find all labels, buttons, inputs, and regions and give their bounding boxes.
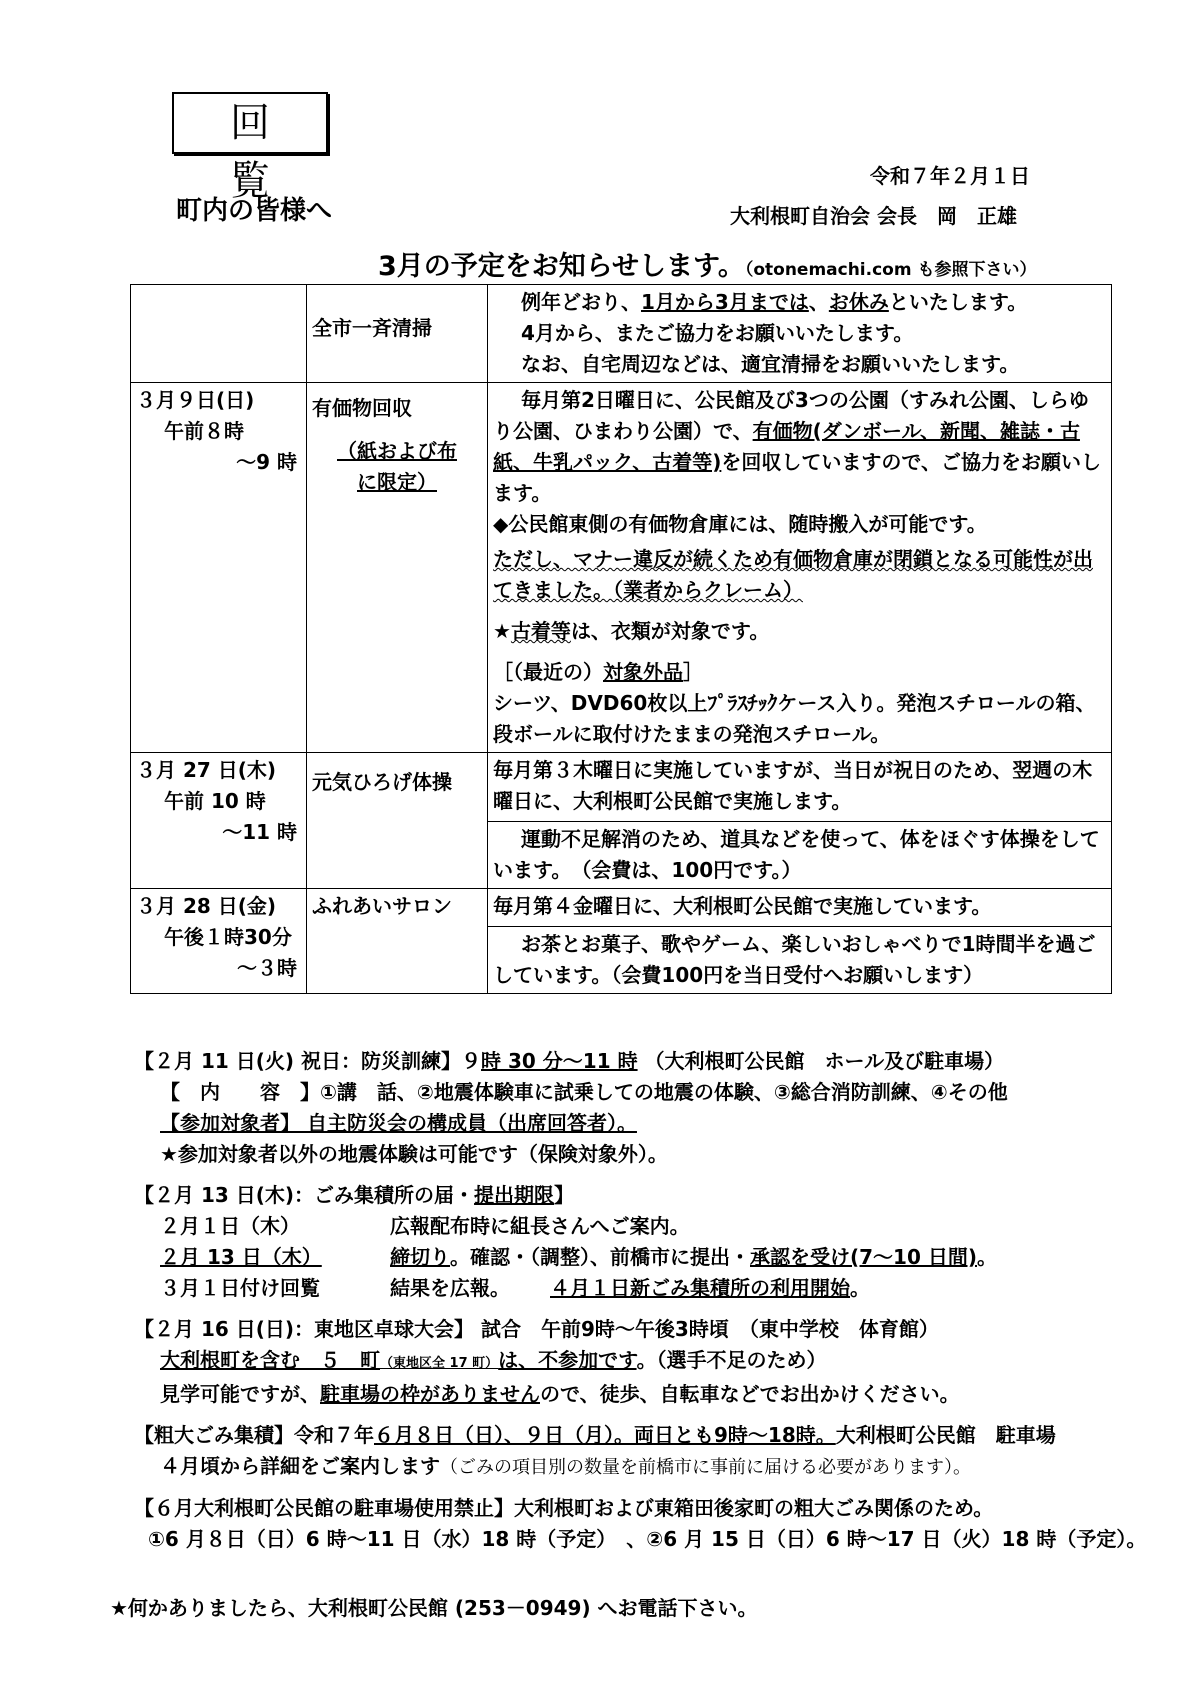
row2-date <box>131 383 307 753</box>
text: 締切り <box>390 1245 450 1269</box>
text: 対象外品 <box>603 660 683 684</box>
text: 】 <box>554 1183 575 1207</box>
garbage-line <box>134 1273 1184 1304</box>
text: 【２月 13 日(木)：ごみ集積所の届・ <box>134 1183 475 1207</box>
drill-content: 【 内 容 】①講 話、②地震体験車に試乗しての地震の体験、③総合消防訓練、④その他 <box>160 1080 1008 1104</box>
text: ６月８日（日）、９日（月）。両日とも9時～18時。 <box>374 1423 836 1447</box>
time-start: 午前８時 <box>164 419 244 443</box>
text: 時 30 分～11 時 <box>481 1049 638 1073</box>
text: ３月１日付け回覧 <box>160 1276 320 1300</box>
issue-date: 令和７年２月１日 <box>870 164 1030 188</box>
text: （ごみの項目別の数量を前橋市に事前に届ける必要があります）。 <box>440 1457 971 1478</box>
text: 毎月第2日曜日に、公民館及び3つの公園（すみれ公園、しらゆり公園、ひまわり公園）で、 <box>493 388 1089 443</box>
detail-paragraph: ただし、マナー違反が続くため有価物倉庫が閉鎖となる可能性が出てきました。（業者からクレーム） <box>493 547 1093 602</box>
row4-date <box>131 889 307 994</box>
detail-paragraph <box>493 657 1106 688</box>
text: お休み <box>828 290 889 314</box>
text: 大利根町公民館 駐車場 <box>835 1423 1056 1447</box>
text: ４月頃から詳細をご案内します <box>160 1454 440 1478</box>
bulky-heading <box>134 1420 1184 1451</box>
text: ので、徒歩、自転車などでお出かけください。 <box>540 1382 960 1406</box>
date-label: ３月 28 日(金) <box>136 894 277 918</box>
text: 【粗大ごみ集積】令和７年 <box>134 1423 374 1447</box>
pingpong-heading: 【２月 16 日(日)：東地区卓球大会】 試合 午前9時～午後3時頃 （東中学校 体育館） <box>134 1317 939 1341</box>
text: は、不参加です <box>498 1348 637 1372</box>
detail-paragraph <box>493 616 1106 647</box>
detail-line: 4月から、またご協力をお願いいたします。 <box>521 321 914 345</box>
text: 。（選手不足のため） <box>636 1348 827 1372</box>
text: 提出期限 <box>474 1183 555 1207</box>
pingpong-line <box>134 1379 1184 1410</box>
text: ２月 13 日（木） <box>160 1245 322 1269</box>
text: は、衣類が対象です。 <box>570 619 770 643</box>
date-label: ３月 27 日(木) <box>136 758 277 782</box>
garbage-heading <box>134 1180 1184 1211</box>
row4-event <box>307 889 488 994</box>
text: 。 <box>850 1276 870 1300</box>
text: 有価物(ダンボール、新聞、雑誌・古紙、牛乳パック、古着等) <box>493 419 1080 474</box>
detail-paragraph: 毎月第３木曜日に実施していますが、当日が祝日のため、翌週の木曜日に、大利根町公民館で実施します。 <box>493 758 1093 813</box>
table-row <box>131 889 1112 994</box>
text: 承認を受け(7～10 日間) <box>750 1245 977 1269</box>
row1-event <box>307 285 488 383</box>
text: 【２月 11 日(火) 祝日：防災訓練】９ <box>134 1049 482 1073</box>
garbage-line <box>134 1242 1184 1273</box>
event-note: に限定） <box>357 470 437 494</box>
greeting: 町内の皆様へ <box>176 196 333 226</box>
detail-paragraph <box>493 385 1106 509</box>
text: 広報配布時に組長さんへご案内。 <box>390 1214 690 1238</box>
text: 1月から3月までは <box>641 290 809 314</box>
detail-paragraph: シーツ、DVD60枚以上ﾌﾟﾗｽﾁｯｸケース入り。発泡スチロールの箱、段ボールに取付けたままの発泡スチロール。 <box>493 691 1096 746</box>
row2-event <box>307 383 488 753</box>
event-note: （紙および布 <box>337 439 457 463</box>
detail-paragraph: 毎月第４金曜日に、大利根町公民館で実施しています。 <box>493 894 992 918</box>
text: といたします。 <box>888 290 1028 314</box>
kairan-box <box>172 92 328 204</box>
text: （東地区全 17 町） <box>380 1356 499 1371</box>
drill-extra: ★参加対象者以外の地震体験は可能です（保険対象外）。 <box>160 1142 668 1166</box>
bulky-line <box>134 1451 1184 1483</box>
notice-reference: （otonemachi.com も参照下さい） <box>744 260 1037 280</box>
text: ２月１日（木） <box>160 1214 300 1238</box>
event-label: 有価物回収 <box>312 396 412 420</box>
table-row <box>131 383 1112 753</box>
text: 駐車場の枠がありません <box>320 1382 540 1406</box>
contact-note: ★何かありましたら、大利根町公民館 (253－0949) へお電話下さい。 <box>110 1596 758 1620</box>
schedule-table <box>130 284 1112 994</box>
text: 例年どおり、 <box>521 290 641 314</box>
text: 、 <box>808 290 829 314</box>
author: 大利根町自治会 会長 岡 正雄 <box>730 204 1017 228</box>
row3-detail <box>488 753 1112 889</box>
text: ★ <box>493 619 511 643</box>
detail-paragraph: 運動不足解消のため、道具などを使って、体をほぐす体操をしています。 （会費は、100円です。） <box>488 821 1111 886</box>
time-end: ～３時 <box>237 956 297 980</box>
event-label: 全市一斉清掃 <box>312 316 432 340</box>
garbage-line <box>134 1211 1184 1242</box>
kairan-label: 回覧 <box>230 100 308 204</box>
notice-text: 3月の予定をお知らせします。 <box>378 251 745 282</box>
time-start: 午後１時30分 <box>164 925 292 949</box>
text: 見学可能ですが、 <box>160 1382 320 1406</box>
text: （大利根町公民館 ホール及び駐車場） <box>644 1049 1005 1073</box>
time-end: ～11 時 <box>222 820 297 844</box>
row3-date <box>131 753 307 889</box>
text: 古着等 <box>510 619 571 643</box>
drill-heading <box>134 1046 1184 1077</box>
event-label: ふれあいサロン <box>312 894 452 918</box>
text: 。 <box>977 1245 997 1269</box>
parking-line: ①6 月８日（日）6 時～11 日（水）18 時（予定） 、②6 月 15 日（日）6 時～17 日（火）18 時（予定）。 <box>148 1527 1147 1551</box>
pingpong-line <box>134 1345 1184 1379</box>
time-end: ～9 時 <box>236 450 297 474</box>
text: 結果を広報。 <box>390 1276 510 1300</box>
text: 大利根町を含む ５ 町 <box>160 1348 380 1372</box>
parking-heading: 【６月大利根町公民館の駐車場使用禁止】大利根町および東箱田後家町の粗大ごみ関係のため。 <box>134 1496 994 1520</box>
time-start: 午前 10 時 <box>164 789 266 813</box>
date-label: ３月９日(日) <box>136 388 255 412</box>
text: ４月１日新ごみ集積所の利用開始 <box>550 1276 850 1300</box>
notice-heading <box>378 244 1036 283</box>
row1-date <box>131 285 307 383</box>
detail-paragraph: お茶とお菓子、歌やゲーム、楽しいおしゃべりで1時間半を過ごしています。（会費100円を当日受付へお願いします） <box>488 926 1111 991</box>
text: を回収していますので、ご協力をお願いします。 <box>493 450 1101 505</box>
table-row <box>131 285 1112 383</box>
notes-section <box>134 1046 1184 1555</box>
drill-target: 【参加対象者】 自主防災会の構成員（出席回答者）。 <box>160 1111 637 1135</box>
detail-paragraph: ◆公民館東側の有価物倉庫には、随時搬入が可能です。 <box>493 512 987 536</box>
event-label: 元気ひろげ体操 <box>312 770 452 794</box>
table-row <box>131 753 1112 889</box>
text: ］ <box>683 660 703 684</box>
text: ［（最近の） <box>493 660 603 684</box>
row1-detail <box>488 285 1112 383</box>
row3-event <box>307 753 488 889</box>
text: 。確認・（調整）、前橋市に提出・ <box>450 1245 750 1269</box>
detail-line <box>493 287 1106 318</box>
row2-detail <box>488 383 1112 753</box>
row4-detail <box>488 889 1112 994</box>
detail-line: なお、自宅周辺などは、適宜清掃をお願いいたします。 <box>521 352 1020 376</box>
